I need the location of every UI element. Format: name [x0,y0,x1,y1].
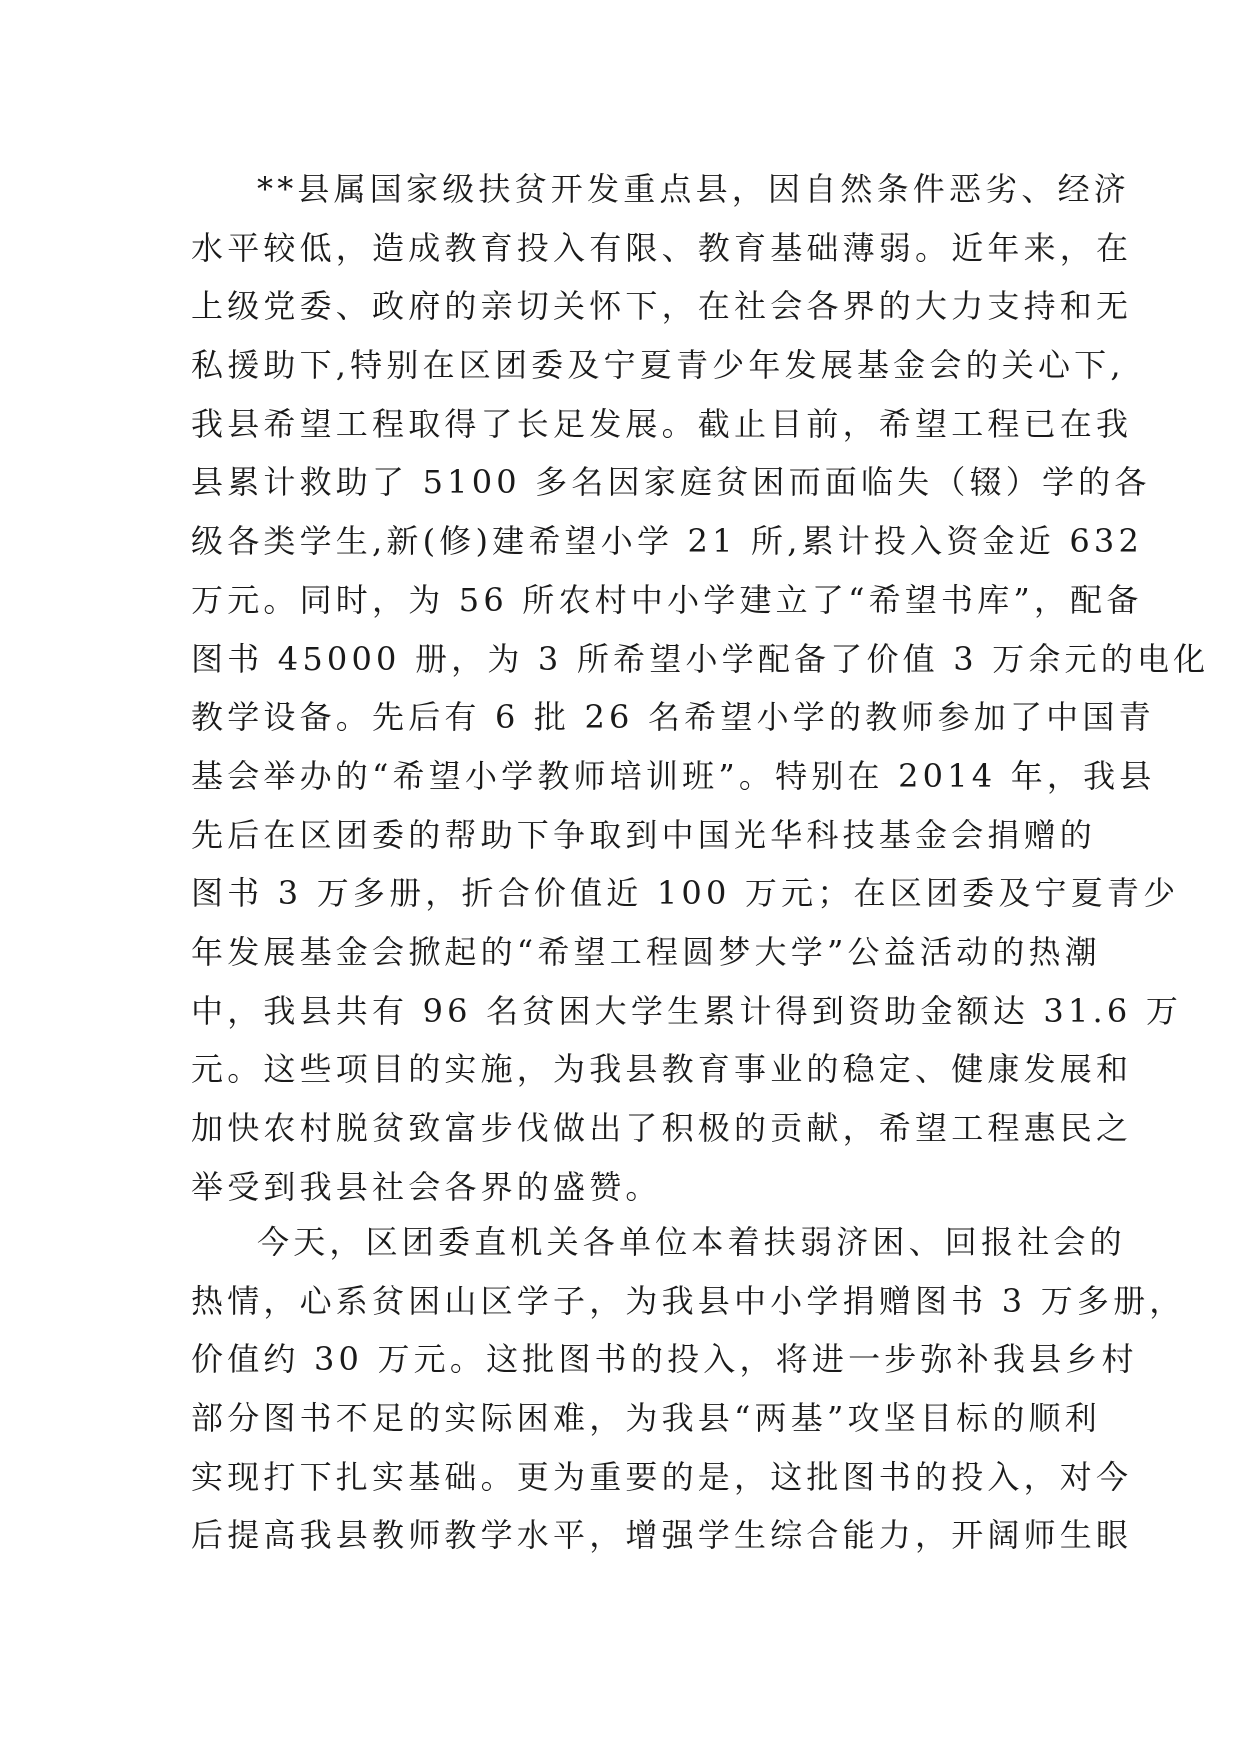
paragraph-line: 县累计救助了 5100 多名因家庭贫困而面临失（辍）学的各 [191,463,1151,502]
paragraph-line: **县属国家级扶贫开发重点县，因自然条件恶劣、经济 [257,170,1131,208]
paragraph-line: 教学设备。先后有 6 批 26 名希望小学的教师参加了中国青 [191,698,1155,737]
paragraph-line: 我县希望工程取得了长足发展。截止目前，希望工程已在我 [191,404,1133,443]
paragraph-line: 私援助下,特别在区团委及宁夏青少年发展基金会的关心下, [191,346,1125,385]
paragraph-line: 图书 3 万多册，折合价值近 100 万元；在区团委及宁夏青少 [191,874,1180,913]
paragraph-line: 部分图书不足的实际困难，为我县“两基”攻坚目标的顺利 [191,1399,1101,1438]
paragraph-line: 实现打下扎实基础。更为重要的是，这批图书的投入，对今 [191,1457,1133,1496]
paragraph-1 [191,160,1210,1216]
paragraph-line: 中，我县共有 96 名贫困大学生累计得到资助金额达 31.6 万 [191,991,1183,1030]
paragraph-line: 水平较低，造成教育投入有限、教育基础薄弱。近年来，在 [191,228,1133,267]
paragraph-line: 级各类学生,新(修)建希望小学 21 所,累计投入资金近 632 [191,522,1144,561]
paragraph-line: 热情，心系贫困山区学子，为我县中小学捐赠图书 3 万多册， [191,1281,1186,1320]
paragraph-line: 今天，区团委直机关各单位本着扶弱济困、回报社会的 [257,1223,1126,1261]
paragraph-line: 加快农村脱贫致富步伐做出了积极的贡献，希望工程惠民之 [191,1109,1133,1147]
paragraph-line: 图书 45000 册，为 3 所希望小学配备了价值 3 万余元的电化 [191,639,1210,678]
paragraph-2 [191,1213,1186,1565]
paragraph-line: 上级党委、政府的亲切关怀下，在社会各界的大力支持和无 [191,287,1133,326]
paragraph-line: 年发展基金会掀起的“希望工程圆梦大学”公益活动的热潮 [191,932,1101,971]
paragraph-line: 后提高我县教师教学水平，增强学生综合能力，开阔师生眼 [191,1516,1133,1555]
paragraph-line: 基会举办的“希望小学教师培训班”。特别在 2014 年，我县 [191,756,1156,795]
paragraph-line: 先后在区团委的帮助下争取到中国光华科技基金会捐赠的 [191,815,1097,854]
paragraph-line: 万元。同时，为 56 所农村中小学建立了“希望书库”，配备 [191,580,1143,619]
paragraph-line: 举受到我县社会各界的盛赞。 [191,1167,662,1206]
paragraph-line: 价值约 30 万元。这批图书的投入，将进一步弥补我县乡村 [191,1340,1138,1379]
paragraph-line: 元。这些项目的实施，为我县教育事业的稳定、健康发展和 [191,1050,1133,1089]
